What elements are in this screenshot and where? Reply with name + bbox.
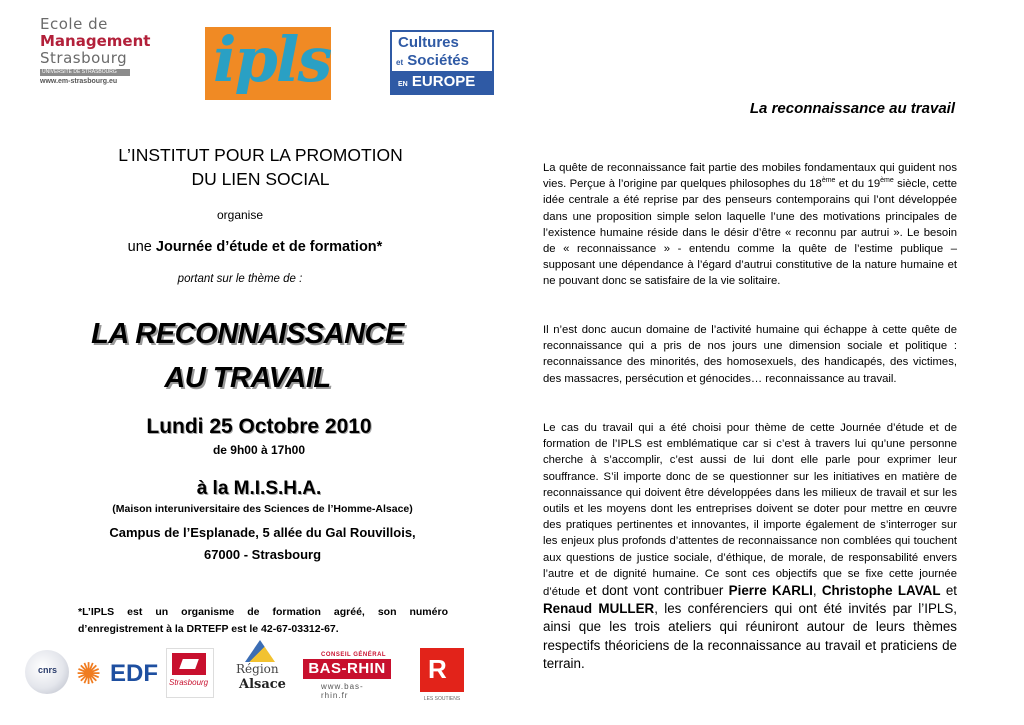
ems-logo-bar: UNIVERSITÉ DE STRASBOURG	[40, 69, 130, 76]
speaker-3: Renaud MULLER	[543, 601, 655, 617]
alsace-logo-line2: Alsace	[239, 677, 286, 692]
theme-text: portant sur le thème de :	[177, 273, 303, 285]
alsace-logo-line1: Région	[236, 662, 279, 676]
institute-line1: L’INSTITUT POUR LA PROMOTION	[118, 145, 403, 165]
organise-text: organise	[216, 208, 264, 222]
ems-logo-line3: Strasbourg	[40, 49, 128, 67]
cnrs-logo: cnrs	[25, 650, 69, 694]
event-date: Lundi 25 Octobre 2010	[146, 415, 372, 438]
event-venue: à la M.I.S.H.A.	[196, 478, 322, 499]
strasbourg-logo-text: Strasbourg	[169, 678, 209, 687]
speaker-2: Christophe LAVAL	[821, 583, 941, 599]
event-hours: de 9h00 à 17h00	[212, 443, 306, 457]
paragraph-3: Le cas du travail qui a été choisi pour thème de cette Journée d’étude et de formation de l’IPLS est emblématique car si c’est à travers lui qu’une personne cherche à s’accomplir, c’est aussi de lui dont elle parle pour exprimer leur souffrance. S’il importe donc de se questionner sur les initiatives en matière de reconnaissance qui doivent être développées dans les milieux de travail et sur les outils et les moyens dont les entreprises doivent se doter pour mettre en œuvre des pratiques pertinentes et innovantes, il importe également de s’interroger sur les enjeux plus profonds d’attentes de reconnaissance non comblées qui touchent aux questions de justice sociale, d’éthique, de morale, de responsabilité envers l’autre et de dignité humaine. Ce sont ces objectifs que se fixe cette journée d’étude et dont vont contribuer Pierre KARLI, Christophe LAVAL et Renaud MULLER, les conférenciers qui ont été invités par l’IPLS, ainsi que les trois ateliers qui réuniront autour de leurs thèmes respectifs théoriciens de la reconnaissance au travail et praticiens de terrain.	[543, 422, 958, 671]
address-line1: Campus de l’Esplanade, 5 allée du Gal Rouvillois,	[109, 525, 416, 540]
institute-line2: DU LIEN SOCIAL	[191, 169, 330, 189]
bas-rhin-logo	[303, 652, 391, 700]
edf-logo	[76, 657, 156, 693]
alsace-shape-icon	[245, 640, 275, 662]
journee-text: une Journée d’étude et de formation*	[127, 239, 383, 255]
event-title	[60, 312, 435, 400]
cultures-societes-europe-logo	[390, 30, 494, 95]
paragraph-2: Il n’est donc aucun domaine de l’activité humaine qui échappe à cette quête de reconnaissance qui a pris de nos jours une dimension sociale et politique : reconnaissance des minorités, des homosexuels, des handicapés, des victimes, des massacres, persécution et génocides… reconnaissance au travail.	[543, 324, 957, 385]
institute-name	[88, 143, 433, 191]
region-logo-caption: LES SOUTIENS	[423, 696, 461, 702]
ems-logo-line2: Management	[40, 32, 151, 50]
basrhin-logo-url: www.bas-rhin.fr	[321, 682, 364, 700]
ipls-logo-text: ipls	[213, 27, 331, 96]
basrhin-logo-top: CONSEIL GÉNÉRAL	[321, 652, 387, 658]
cse-logo-line2: et Sociétés	[396, 52, 469, 69]
region-logo	[420, 648, 464, 702]
strasbourg-logo	[166, 648, 214, 698]
venue-address	[90, 522, 435, 566]
ems-logo-url: www.em-strasbourg.eu	[40, 78, 118, 85]
event-title-line2: AU TRAVAIL	[164, 362, 331, 394]
address-line2: 67000 - Strasbourg	[203, 547, 322, 562]
region-logo-mark: R	[428, 654, 447, 684]
event-title-line1: LA RECONNAISSANCE	[91, 318, 404, 350]
footnote: *L’IPLS est un organisme de formation agréé, son numéro d’enregistrement à la DRTEFP est le 42-67-03312-67.	[78, 606, 448, 635]
em-strasbourg-logo	[40, 15, 151, 104]
venue-full-name: (Maison interuniversitaire des Sciences de l’Homme-Alsace)	[112, 503, 413, 515]
strasbourg-badge-icon	[172, 653, 206, 675]
cse-logo-line1: Cultures	[398, 34, 459, 51]
article-title: La reconnaissance au travail	[749, 100, 955, 117]
paragraph-1: La quête de reconnaissance fait partie des mobiles fondamentaux qui guident nos vies. Perçue à l’origine par quelques philosophes du 18ème et du 19ème siècle, cette idée centrale a été reprise par des penseurs contemporains qui l’ont développée dans une proposition simple selon laquelle l’une des motivations principales de l’existence humaine réside dans le désir d’être « reconnu par autrui ». Le besoin de « reconnaissance » - entendu comme la quête de l’estime publique – supposant une dépendance à l’égard d’autrui constitutive de la nature humaine et ne pouvant donc se satisfaire de la vie solitaire.	[543, 162, 957, 288]
ipls-logo	[205, 27, 331, 100]
sun-icon: ✺	[76, 658, 102, 691]
region-alsace-logo	[233, 640, 289, 696]
ems-logo-line1: Ecole de	[40, 15, 108, 33]
cse-logo-line3: EN EUROPE	[392, 71, 492, 93]
edf-logo-text: EDF	[110, 660, 158, 687]
speaker-1: Pierre KARLI	[728, 583, 813, 599]
basrhin-logo-mid: BAS-RHIN	[303, 659, 391, 679]
